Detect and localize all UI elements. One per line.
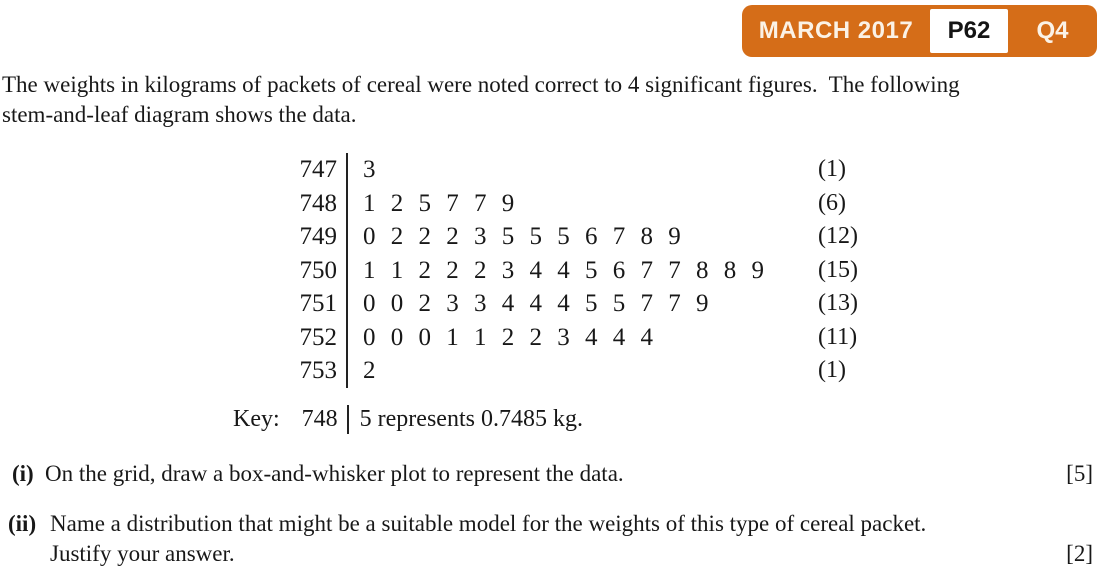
row-count: (11) (818, 323, 858, 350)
leaf-values: 0 0 0 1 1 2 2 3 4 4 4 (346, 321, 803, 355)
paper-code-box (930, 9, 1008, 53)
stem-value: 749 (299, 223, 337, 250)
stem-and-leaf-diagram (292, 153, 898, 388)
stem-leaf-row (292, 220, 898, 254)
stem-leaf-row (292, 254, 898, 288)
part-ii-line-2 (50, 539, 1093, 569)
leaf-values: 2 (346, 354, 803, 388)
question-part-i (12, 459, 1093, 489)
paper-code-label: P62 (947, 17, 991, 44)
part-ii-text: Name a distribution that might be a suitable model for the weights of this type of cereal packet. (50, 511, 927, 536)
key-stem-value: 748 (301, 405, 338, 432)
leaf-values: 3 (346, 153, 803, 187)
stem-value: 748 (299, 189, 337, 217)
key-description: 5 represents 0.7485 kg. (359, 405, 583, 432)
key-divider-bar (347, 405, 349, 434)
part-i-marks: [5] (1066, 461, 1093, 486)
row-count: (1) (818, 156, 846, 182)
stem-leaf-row (292, 354, 898, 388)
intro-paragraph (2, 70, 1098, 130)
row-count: (12) (818, 223, 858, 249)
stem-value: 747 (299, 156, 337, 183)
stem-leaf-key (233, 402, 583, 436)
part-ii-text-continued: Justify your answer. (50, 541, 235, 566)
question-number-label: Q4 (1036, 17, 1069, 44)
stem-value: 751 (299, 290, 337, 317)
part-ii-marks: [2] (1066, 541, 1093, 566)
stem-value: 752 (299, 323, 337, 351)
leaf-values: 0 0 2 3 3 4 4 4 5 5 7 7 9 (346, 287, 803, 321)
leaf-values: 1 1 2 2 2 3 4 4 5 6 7 7 8 8 9 (346, 254, 803, 288)
row-count: (1) (818, 357, 846, 383)
stem-leaf-row (292, 287, 898, 321)
row-count: (6) (818, 189, 846, 216)
leaf-values: 0 2 2 2 3 5 5 5 6 7 8 9 (346, 220, 803, 254)
stem-leaf-row (292, 321, 898, 355)
question-part-ii (8, 509, 1093, 569)
stem-leaf-row (292, 187, 898, 221)
stem-value: 750 (299, 256, 337, 284)
row-count: (15) (818, 256, 858, 283)
row-count: (13) (818, 290, 858, 316)
question-header-badge (742, 5, 1097, 57)
part-i-label: (i) (12, 461, 34, 486)
part-i-text: On the grid, draw a box-and-whisker plot to represent the data. (45, 461, 624, 486)
stem-leaf-row (292, 153, 898, 187)
key-label: Key: (233, 405, 280, 432)
session-label: MARCH 2017 (758, 17, 914, 44)
part-ii-label: (ii) (8, 511, 37, 536)
intro-line-2: stem-and-leaf diagram shows the data. (2, 102, 357, 127)
part-ii-body (50, 509, 1093, 569)
intro-line-1: The weights in kilograms of packets of cereal were noted correct to 4 significant figures. The following (2, 72, 960, 97)
leaf-values: 1 2 5 7 7 9 (346, 187, 803, 221)
stem-value: 753 (299, 357, 337, 384)
